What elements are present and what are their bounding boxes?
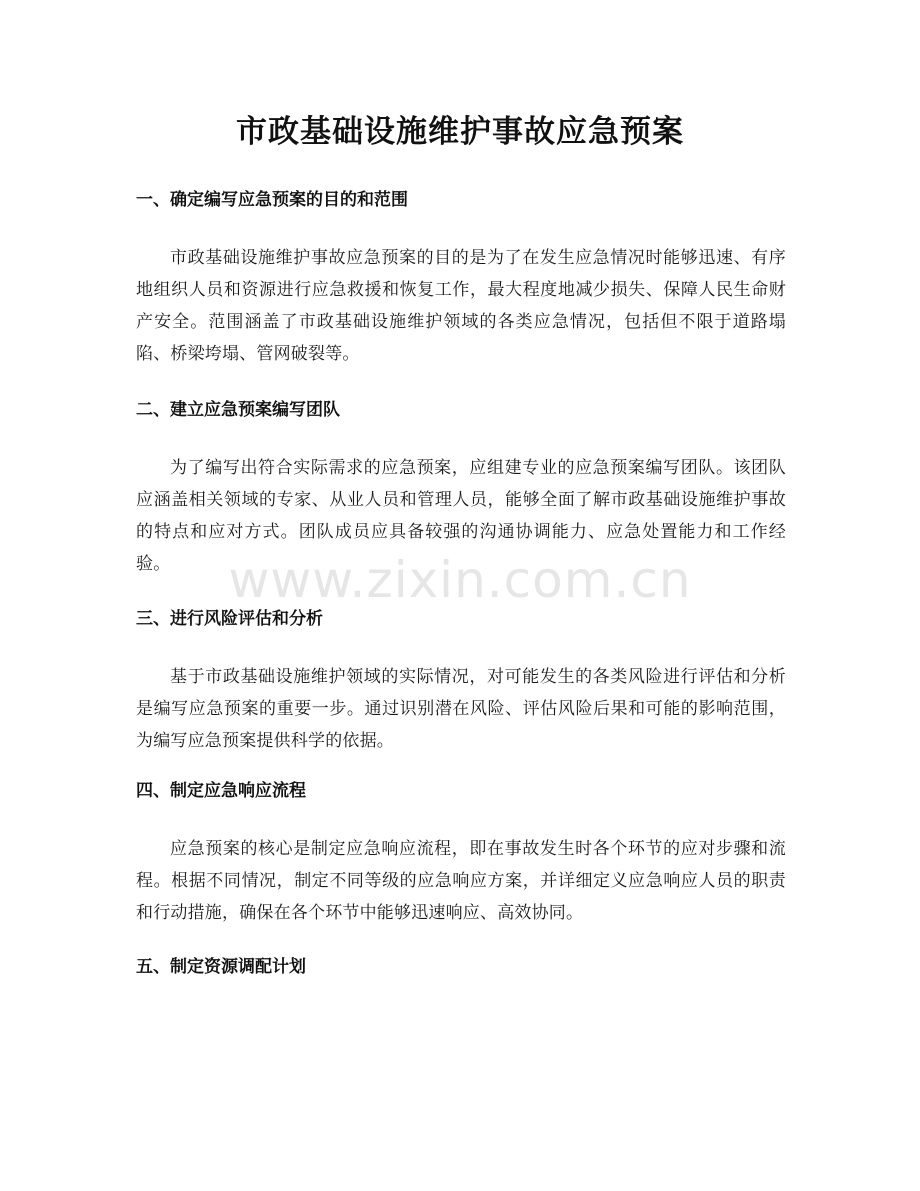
section-heading: 一、确定编写应急预案的目的和范围 xyxy=(136,190,408,210)
watermark: www.zixin.com.cn xyxy=(228,551,692,609)
section-paragraph: 为了编写出符合实际需求的应急预案，应组建专业的应急预案编写团队。该团队应涵盖相关领域的专家、从业人员和管理人员，能够全面了解市政基础设施维护事故的特点和应对方式。团队成员应具备较强的沟通协调能力、应急处置能力和工作经验。 xyxy=(136,458,786,574)
section-heading: 五、制定资源调配计划 xyxy=(136,957,306,977)
section-purpose-scope xyxy=(136,186,786,370)
section-response-process xyxy=(136,777,786,929)
section-paragraph: 基于市政基础设施维护领域的实际情况，对可能发生的各类风险进行评估和分析是编写应急预案的重要一步。通过识别潜在风险、评估风险后果和可能的影响范围，为编写应急预案提供科学的依据。 xyxy=(136,667,786,751)
section-paragraph: 市政基础设施维护事故应急预案的目的是为了在发生应急情况时能够迅速、有序地组织人员和资源进行应急救援和恢复工作，最大程度地减少损失、保障人民生命财产安全。范围涵盖了市政基础设施维护领域的各类应急情况，包括但不限于道路塌陷、桥梁垮塌、管网破裂等。 xyxy=(136,248,786,364)
section-risk-assessment xyxy=(136,605,786,757)
section-resource-allocation xyxy=(136,953,786,981)
section-team xyxy=(136,396,786,580)
section-heading: 四、制定应急响应流程 xyxy=(136,781,306,801)
section-heading: 三、进行风险评估和分析 xyxy=(136,609,323,629)
section-paragraph: 应急预案的核心是制定应急响应流程，即在事故发生时各个环节的应对步骤和流程。根据不同情况，制定不同等级的应急响应方案，并详细定义应急响应人员的职责和行动措施，确保在各个环节中能够迅速响应、高效协同。 xyxy=(136,839,786,923)
section-heading: 二、建立应急预案编写团队 xyxy=(136,400,340,420)
document-title: 市政基础设施维护事故应急预案 xyxy=(236,114,684,150)
